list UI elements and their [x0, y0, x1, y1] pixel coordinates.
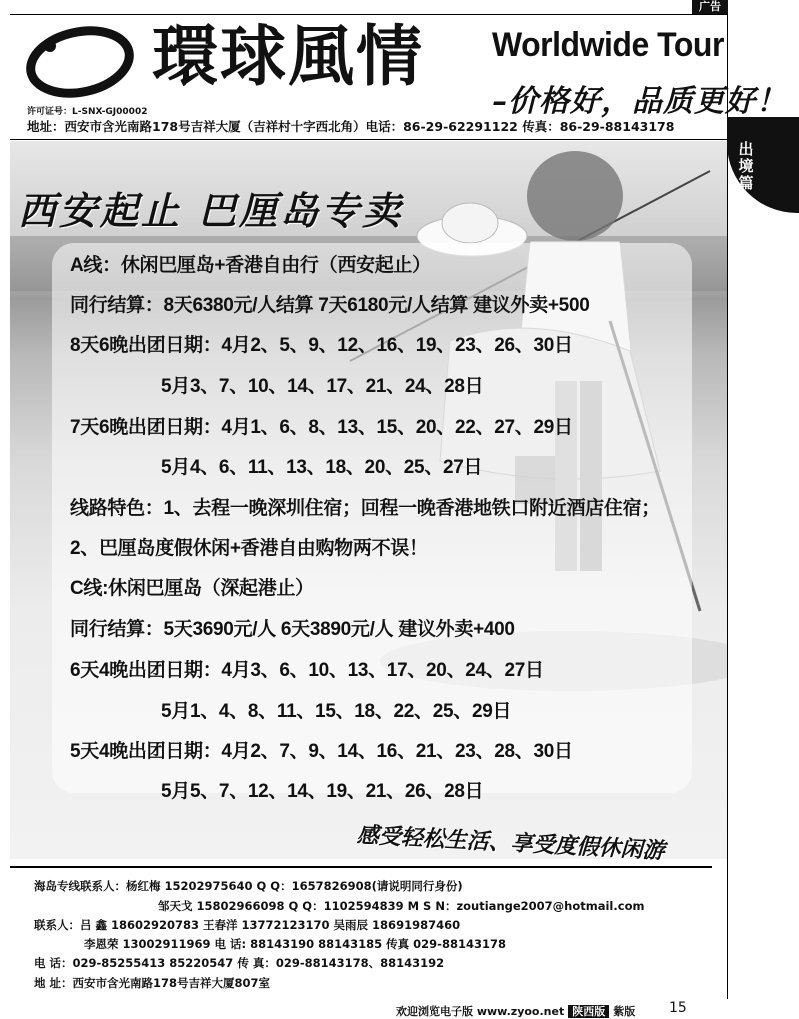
section-tab-label: 出境篇 [738, 140, 754, 192]
route-c-6day-dates-may: 5月1、4、8、11、15、18、22、25、29日 [161, 701, 512, 722]
license-number: 许可证号：L-SNX-GJ00002 [27, 107, 148, 117]
route-a-title: A线：休闲巴厘岛+香港自由行（西安起止） [70, 255, 431, 276]
route-c-price: 同行结算：5天3690元/人 6天3890元/人 建议外卖+400 [70, 619, 515, 640]
contact-line-3: 联系人：吕 鑫 18602920783 王春洋 13772123170 吴雨辰 18691987460 [34, 918, 461, 932]
contact-address: 地 址：西安市含光南路178号吉祥大厦807室 [34, 976, 271, 990]
route-c-5day-dates-may: 5月5、7、12、14、19、21、26、28日 [161, 781, 484, 802]
brand-english: Worldwide Tour [492, 26, 724, 64]
route-features-2: 2、巴厘岛度假休闲+香港自由购物两不误！ [70, 538, 428, 559]
page-number: 15 [669, 1000, 687, 1016]
contact-line-2: 邹天戈 15802966098 Q Q：1102594839 M S N：zoutiange2007@hotmail.com [158, 899, 645, 913]
contact-phone: 电 话：029-85255413 85220547 传 真：029-88143178、88143192 [34, 956, 445, 970]
brand-name: 環球風情 [152, 17, 424, 95]
footer-website: 欢迎浏览电子版 www.zyoo.net [396, 1005, 565, 1018]
route-a-7day-dates-apr: 7天6晚出团日期：4月1、6、8、13、15、20、22、27、29日 [70, 417, 573, 438]
contact-rule [10, 866, 712, 868]
section-tab [727, 117, 799, 213]
edition-label: 紫版 [613, 1005, 636, 1018]
right-rule [727, 14, 728, 999]
top-rule [10, 14, 728, 15]
header-address: 地址：西安市含光南路178号吉祥大厦（吉祥村十字西北角）电话：86-29-62291122 传真：86-29-88143178 [27, 119, 675, 134]
headline: 西安起止 巴厘岛专卖 [18, 188, 404, 233]
contact-line-1: 海岛专线联系人：杨红梅 15202975640 Q Q：1657826908(请说明同行身份) [34, 879, 463, 893]
route-a-7day-dates-may: 5月4、6、11、13、18、20、25、27日 [161, 457, 483, 478]
tagline: 感受轻松生活、享受度假休闲游 [356, 822, 666, 865]
route-c-6day-dates-apr: 6天4晚出团日期：4月3、6、10、13、17、20、24、27日 [70, 660, 544, 681]
header-rule [10, 139, 728, 140]
route-c-5day-dates-apr: 5天4晚出团日期：4月2、7、9、14、16、21、23、28、30日 [70, 741, 573, 762]
edition-box: 陕西版 [568, 1005, 609, 1018]
slogan: –价格好，品质更好！ [492, 84, 787, 119]
route-a-price: 同行结算：8天6380元/人结算 7天6180元/人结算 建议外卖+500 [70, 295, 590, 316]
route-a-8day-dates-apr: 8天6晚出团日期：4月2、5、9、12、16、19、23、26、30日 [70, 335, 573, 356]
globe-logo-icon [24, 22, 136, 100]
route-a-8day-dates-may: 5月3、7、10、14、17、21、24、28日 [161, 376, 484, 397]
ad-tag: 广告 [692, 0, 728, 14]
contact-line-4: 李恩荣 13002911969 电 话: 88143190 88143185 传真 029-88143178 [84, 937, 506, 951]
route-c-title: C线:休闲巴厘岛（深起港止） [70, 578, 314, 599]
route-features-1: 线路特色：1、去程一晚深圳住宿；回程一晚香港地铁口附近酒店住宿； [70, 498, 660, 519]
